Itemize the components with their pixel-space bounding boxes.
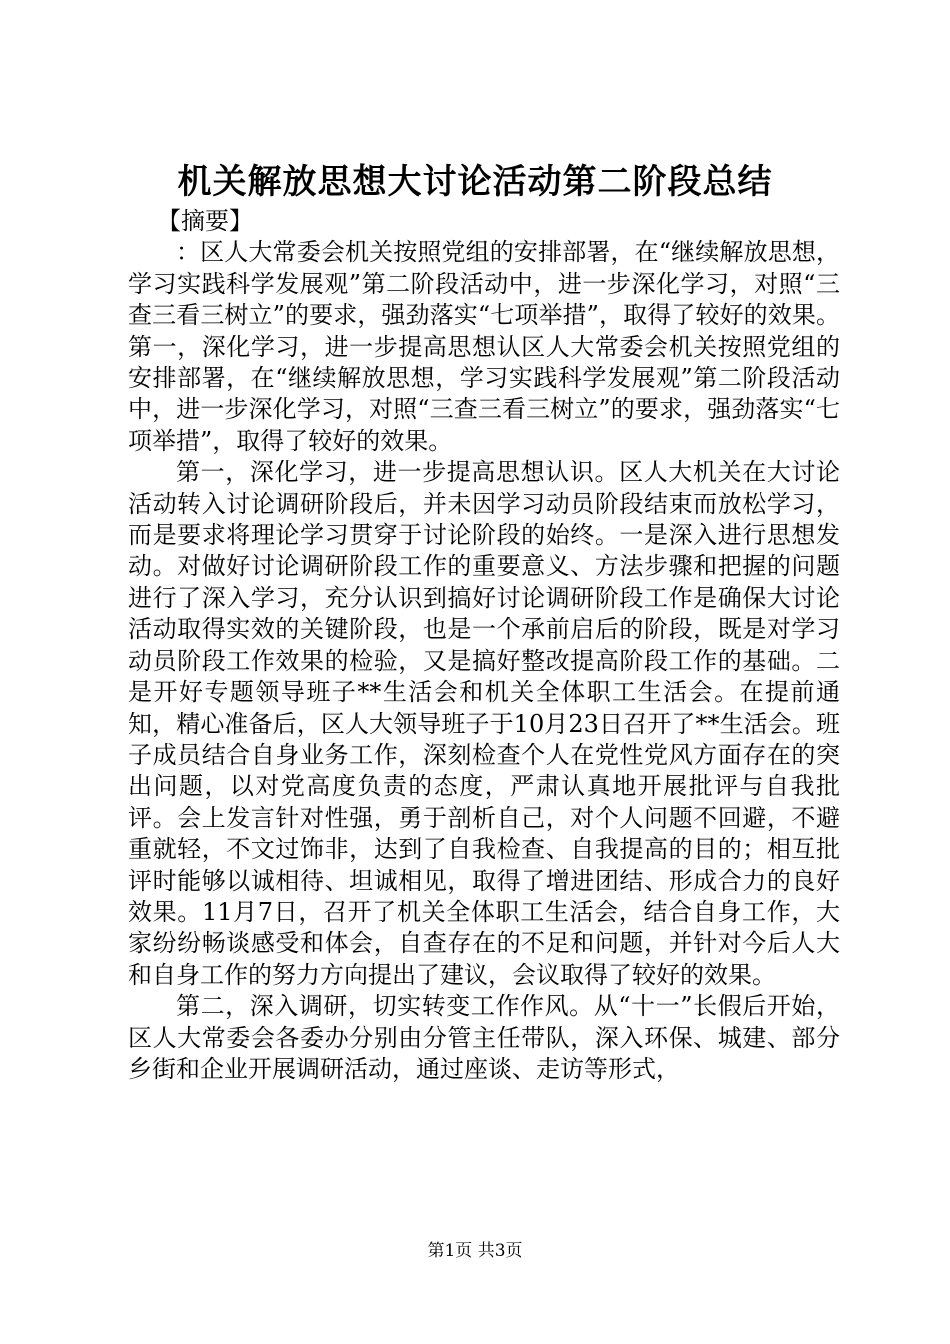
document-title: 机关解放思想大讨论活动第二阶段总结: [177, 162, 773, 202]
page-footer: 第1页 共3页: [427, 1241, 523, 1261]
abstract-label: 【摘要】: [157, 207, 253, 235]
abstract-paragraph: ：区人大常委会机关按照党组的安排部署，在“继续解放思想，学习实践科学发展观”第二阶段活动中，进一步深化学习，对照“三查三看三树立”的要求，强劲落实“七项举措”，取得了较好的效果。第一，深化学习，进一步提高思想认区人大常委会机关按照党组的安排部署，在“继续解放思想，学习实践科学发展观”第二阶段活动中，进一步深化学习，对照“三查三看三树立”的要求，强劲落实“七项举措”，取得了较好的效果。: [128, 238, 840, 455]
body-paragraph-1: 第一，深化学习，进一步提高思想认识。区人大机关在大讨论活动转入讨论调研阶段后，并未因学习动员阶段结束而放松学习，而是要求将理论学习贯穿于讨论阶段的始终。一是深入进行思想发动。对做好讨论调研阶段工作的重要意义、方法步骤和把握的问题进行了深入学习，充分认识到搞好讨论调研阶段工作是确保大讨论活动取得实效的关键阶段，也是一个承前启后的阶段，既是对学习动员阶段工作效果的检验，又是搞好整改提高阶段工作的基础。二是开好专题领导班子**生活会和机关全体职工生活会。在提前通知，精心准备后，区人大领导班子于10月23日召开了**生活会。班子成员结合自身业务工作，深刻检查个人在党性党风方面存在的突出问题，以对党高度负责的态度，严肃认真地开展批评与自我批评。会上发言针对性强，勇于剖析自己，对个人问题不回避，不避重就轻，不文过饰非，达到了自我检查、自我提高的目的；相互批评时能够以诚相待、坦诚相见，取得了增进团结、形成合力的良好效果。11月7日，召开了机关全体职工生活会，结合自身工作，大家纷纷畅谈感受和体会，自查存在的不足和问题，并针对今后人大和自身工作的努力方向提出了建议，会议取得了较好的效果。: [128, 458, 840, 989]
body-paragraph-2: 第二，深入调研，切实转变工作作风。从“十一”长假后开始，区人大常委会各委办分别由分管主任带队，深入环保、城建、部分乡街和企业开展调研活动，通过座谈、走访等形式，: [128, 992, 840, 1083]
document-body: [128, 206, 840, 1085]
